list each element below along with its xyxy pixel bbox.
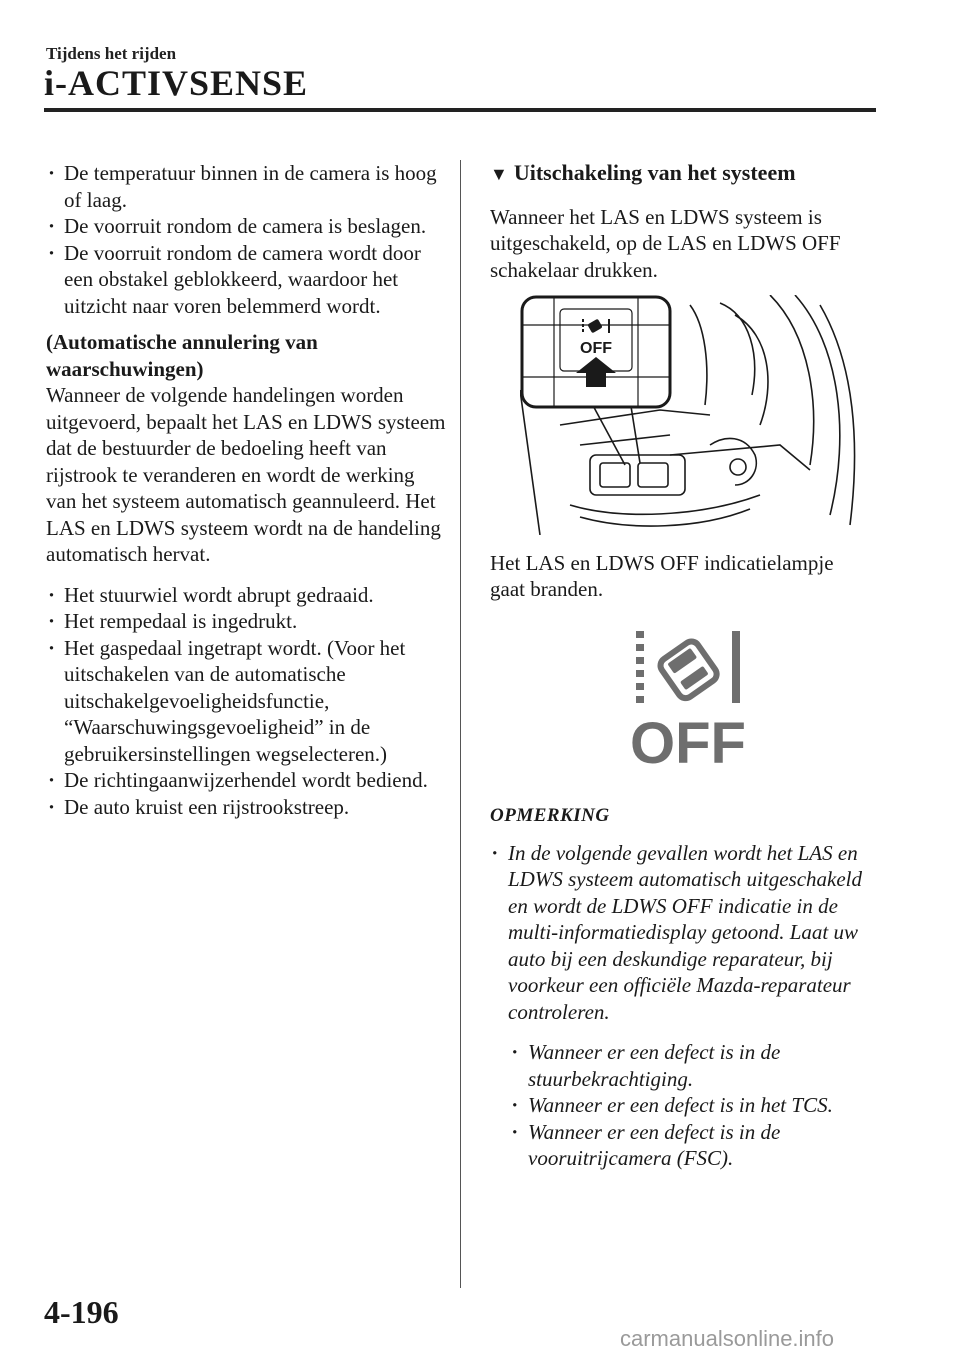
note-list	[490, 840, 870, 1026]
note-sub-list	[510, 1039, 870, 1172]
section-title: i-ACTIVSENSE	[44, 63, 309, 103]
list-item: · In de volgende gevallen wordt het LAS en LDWS systeem automatisch uitgeschakeld en wordt de LDWS OFF indicatie in de multi-informatiedisplay getoond. Laat uw auto bij een deskundige reparateur, bij voorkeur een officiële Mazda-reparateur controleren.	[490, 840, 870, 1026]
list-item: · Het gaspedaal ingetrapt wordt. (Voor het uitschakelen van de automatische uitschakelgevoeligheidsfunctie, “Waarschuwingsgevoeligheid” in de gebruikersinstellingen wegselecteren.)	[46, 635, 446, 768]
list-item: · Wanneer er een defect is in de stuurbekrachtiging.	[510, 1039, 870, 1092]
note-block	[490, 840, 870, 1172]
page-number: 4-196	[44, 1294, 119, 1330]
subheading-text: Uitschakeling van het systeem	[513, 160, 796, 185]
subheading	[490, 160, 870, 188]
list-item: · Het stuurwiel wordt abrupt gedraaid.	[46, 582, 446, 609]
indicator-text: Het LAS en LDWS OFF indicatielampje gaat branden.	[490, 550, 834, 601]
right-column	[490, 160, 870, 1172]
indicator-off-label: OFF	[630, 710, 746, 767]
note-title: OPMERKING	[490, 805, 610, 826]
left-column	[46, 160, 446, 820]
list-item: · De temperatuur binnen in de camera is hoog of laag.	[46, 160, 446, 213]
auto-cancel-heading: (Automatische annulering van waarschuwingen)	[46, 330, 318, 381]
cancel-actions-list	[46, 582, 446, 821]
list-item: · Wanneer er een defect is in het TCS.	[510, 1092, 870, 1119]
switch-intro: Wanneer het LAS en LDWS systeem is uitgeschakeld, op de LAS en LDWS OFF schakelaar drukken.	[490, 204, 841, 282]
column-divider	[460, 160, 461, 1288]
auto-cancel-text: Wanneer de volgende handelingen worden uitgevoerd, bepaalt het LAS en LDWS systeem dat de bestuurder de bedoeling heeft van rijstrook te veranderen en wordt de werking van het systeem automatisch geannuleerd. Het LAS en LDWS systeem wordt na de handeling automatisch hervat.	[46, 383, 446, 566]
switch-off-label: OFF	[580, 340, 612, 357]
list-item: · Wanneer er een defect is in de vooruitrijcamera (FSC).	[510, 1119, 870, 1172]
list-item: · De voorruit rondom de camera is beslagen.	[46, 213, 446, 240]
camera-conditions-list	[46, 160, 446, 319]
triangle-down-icon: ▼	[490, 164, 508, 184]
ldws-off-indicator-icon	[628, 627, 748, 767]
list-item: · De voorruit rondom de camera wordt door een obstakel geblokkeerd, waardoor het uitzicht naar voren belemmerd wordt.	[46, 240, 446, 320]
list-item: · De auto kruist een rijstrookstreep.	[46, 794, 446, 821]
dashboard-switch-illustration	[520, 295, 860, 535]
watermark: carmanualsonline.info	[620, 1326, 835, 1351]
list-item: · Het rempedaal is ingedrukt.	[46, 608, 446, 635]
section-label: Tijdens het rijden	[46, 44, 177, 63]
list-item: · De richtingaanwijzerhendel wordt bediend.	[46, 767, 446, 794]
header-rule	[44, 108, 876, 112]
